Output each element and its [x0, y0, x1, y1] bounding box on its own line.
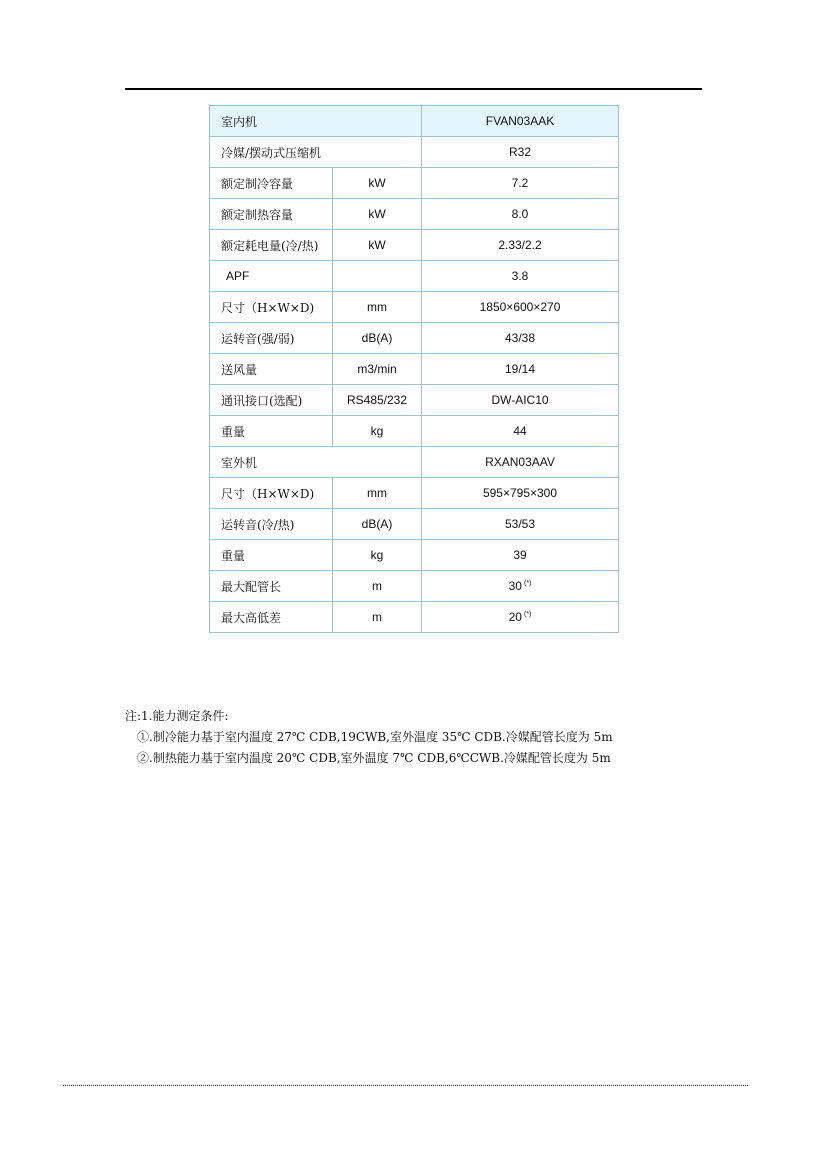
row-label: 额定耗电量(冷/热)	[210, 230, 333, 261]
row-label: 室外机	[210, 447, 422, 478]
row-unit: m	[333, 602, 422, 633]
table-row	[210, 261, 619, 292]
table-row	[210, 509, 619, 540]
row-label: 通讯接口(选配)	[210, 385, 333, 416]
row-value: 3.8	[422, 261, 619, 292]
row-label: 重量	[210, 416, 333, 447]
row-unit: dB(A)	[333, 323, 422, 354]
row-value: 30	[508, 579, 522, 593]
row-unit: dB(A)	[333, 509, 422, 540]
table-row	[210, 602, 619, 633]
table-row	[210, 168, 619, 199]
row-unit: RS485/232	[333, 385, 422, 416]
footnote-mark: (*)	[523, 611, 532, 618]
row-value: 43/38	[422, 323, 619, 354]
table-row	[210, 385, 619, 416]
row-label: 最大配管长	[210, 571, 333, 602]
row-label: 送风量	[210, 354, 333, 385]
row-unit: m	[333, 571, 422, 602]
row-label: 尺寸（H×W×D)	[210, 292, 333, 323]
row-value: 20	[508, 610, 522, 624]
row-value: 2.33/2.2	[422, 230, 619, 261]
row-label: 冷媒/摆动式压缩机	[210, 137, 422, 168]
row-unit: m3/min	[333, 354, 422, 385]
table-row	[210, 199, 619, 230]
row-value: RXAN03AAV	[422, 447, 619, 478]
row-value: 39	[422, 540, 619, 571]
row-label: 尺寸（H×W×D)	[210, 478, 333, 509]
row-unit: kW	[333, 168, 422, 199]
footer-rule	[63, 1085, 748, 1086]
row-value-cell	[422, 571, 619, 602]
table-row	[210, 137, 619, 168]
spec-table	[209, 105, 619, 633]
header-rule	[125, 88, 702, 90]
notes-title: 注:1.能力测定条件:	[125, 709, 229, 723]
row-value: R32	[422, 137, 619, 168]
notes-section	[125, 706, 725, 769]
row-unit: kg	[333, 540, 422, 571]
row-value: 7.2	[422, 168, 619, 199]
row-unit: kW	[333, 230, 422, 261]
table-row	[210, 323, 619, 354]
row-unit: mm	[333, 478, 422, 509]
row-value: 8.0	[422, 199, 619, 230]
row-value: 19/14	[422, 354, 619, 385]
row-label: 额定制冷容量	[210, 168, 333, 199]
table-row	[210, 478, 619, 509]
row-label: APF	[210, 261, 333, 292]
table-row	[210, 230, 619, 261]
note-heating: ②.制热能力基于室内温度 20℃ CDB,室外温度 7℃ CDB,6℃CWB.冷媒配管长度为 5m	[137, 751, 611, 765]
table-row-outdoor-header	[210, 447, 619, 478]
table-row	[210, 540, 619, 571]
row-unit	[333, 261, 422, 292]
row-label: 额定制热容量	[210, 199, 333, 230]
row-unit: mm	[333, 292, 422, 323]
footnote-mark: (*)	[523, 580, 532, 587]
row-value: 1850×600×270	[422, 292, 619, 323]
row-label: 室内机	[210, 106, 422, 137]
row-value: 53/53	[422, 509, 619, 540]
row-value-cell	[422, 602, 619, 633]
row-label: 最大高低差	[210, 602, 333, 633]
table-row	[210, 354, 619, 385]
table-row	[210, 571, 619, 602]
row-value: DW-AIC10	[422, 385, 619, 416]
row-unit: kW	[333, 199, 422, 230]
table-row	[210, 292, 619, 323]
table-row-indoor-header	[210, 106, 619, 137]
row-value: 44	[422, 416, 619, 447]
row-label: 运转音(强/弱)	[210, 323, 333, 354]
row-value: FVAN03AAK	[422, 106, 619, 137]
row-label: 运转音(冷/热)	[210, 509, 333, 540]
row-unit: kg	[333, 416, 422, 447]
row-value: 595×795×300	[422, 478, 619, 509]
table-row	[210, 416, 619, 447]
row-label: 重量	[210, 540, 333, 571]
note-cooling: ①.制冷能力基于室内温度 27℃ CDB,19CWB,室外温度 35℃ CDB.冷媒配管长度为 5m	[137, 730, 613, 744]
